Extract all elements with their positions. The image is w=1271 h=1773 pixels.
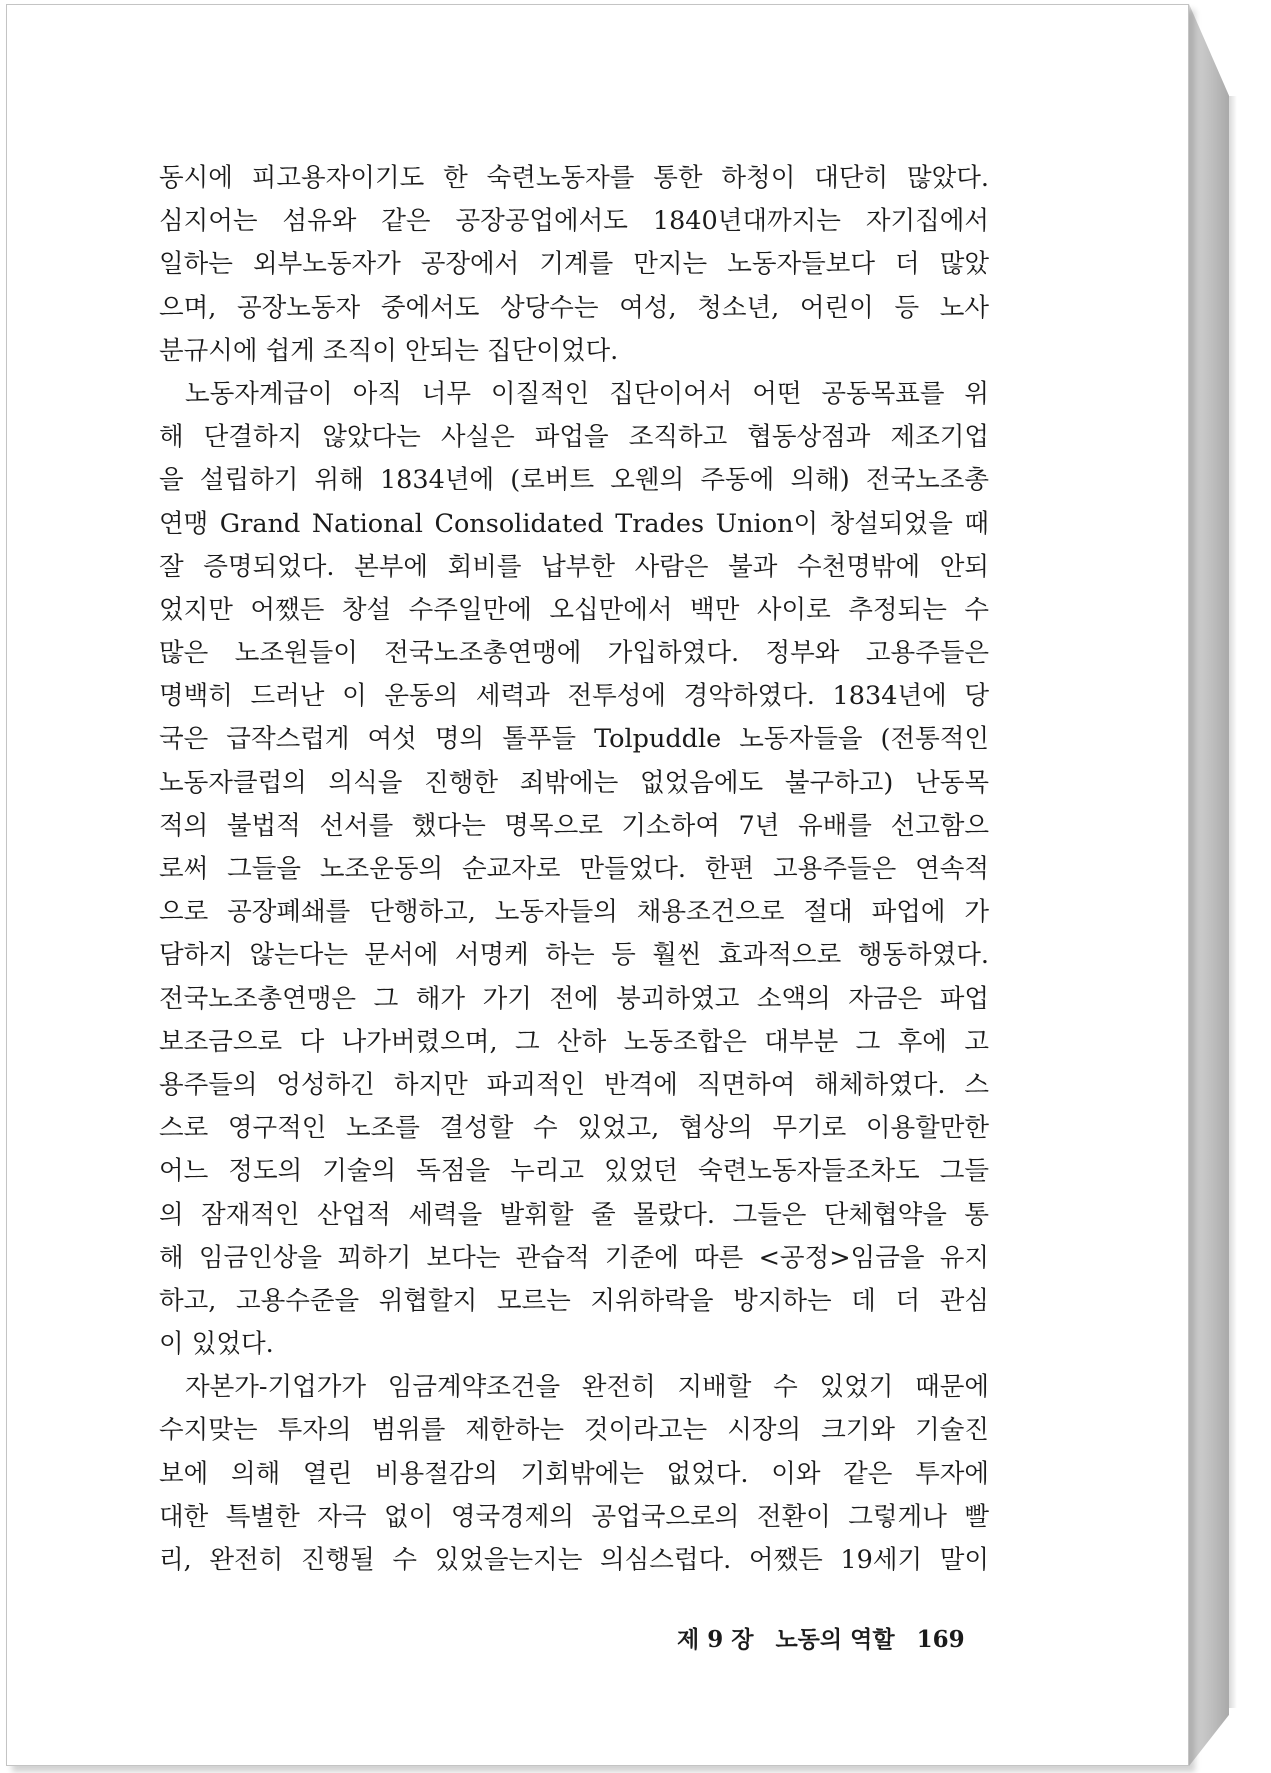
text-line: 어느 정도의 기술의 독점을 누리고 있었던 숙련노동자들조차도 그들 [159, 1156, 989, 1187]
footer-chapter: 제 9 장 [677, 1626, 754, 1653]
text-line: 보에 의해 열린 비용절감의 기회밖에는 없었다. 이와 같은 투자에 [159, 1458, 989, 1489]
running-footer [677, 1622, 977, 1658]
text-line: 노동자클럽의 의식을 진행한 죄밖에는 없었음에도 불구하고) 난동목 [159, 767, 989, 798]
text-line: 으며, 공장노동자 중에서도 상당수는 여성, 청소년, 어린이 등 노사 [159, 292, 989, 323]
text-line: 많은 노조원들이 전국노조총연맹에 가입하였다. 정부와 고용주들은 [159, 638, 989, 669]
text-line: 로써 그들을 노조운동의 순교자로 만들었다. 한편 고용주들은 연속적 [159, 854, 989, 884]
text-line: 으로 공장폐쇄를 단행하고, 노동자들의 채용조건으로 절대 파업에 가 [159, 897, 989, 928]
text-line: 잘 증명되었다. 본부에 회비를 납부한 사람은 불과 수천명밖에 안되 [159, 551, 989, 582]
text-line: 해 임금인상을 꾀하기 보다는 관습적 기준에 따른 <공정>임금을 유지 [159, 1242, 989, 1273]
text-line: 수지맞는 투자의 범위를 제한하는 것이라고는 시장의 크기와 기술진 [159, 1415, 989, 1446]
text-line: 동시에 피고용자이기도 한 숙련노동자를 통한 하청이 대단히 많았다. [159, 163, 989, 193]
text-line: 스로 영구적인 노조를 결성할 수 있었고, 협상의 무기로 이용할만한 [159, 1113, 989, 1144]
text-line: 분규시에 쉽게 조직이 안되는 집단이었다. [159, 335, 619, 366]
text-line: 보조금으로 다 나가버렸으며, 그 산하 노동조합은 대부분 그 후에 고 [159, 1026, 989, 1057]
text-line: 대한 특별한 자극 없이 영국경제의 공업국으로의 전환이 그렇게나 빨 [159, 1501, 989, 1532]
text-line: 일하는 외부노동자가 공장에서 기계를 만지는 노동자들보다 더 많았 [159, 249, 989, 280]
text-line: 명백히 드러난 이 운동의 세력과 전투성에 경악하였다. 1834년에 당 [159, 681, 989, 712]
text-line: 해 단결하지 않았다는 사실은 파업을 조직하고 협동상점과 제조기업 [159, 422, 989, 453]
text-line: 담하지 않는다는 문서에 서명케 하는 등 훨씬 효과적으로 행동하였다. [159, 940, 989, 971]
text-line: 연맹 Grand National Consolidated Trades Union이 창설되었을 때 [159, 508, 989, 539]
footer-title: 노동의 역할 [775, 1626, 895, 1653]
text-line: 전국노조총연맹은 그 해가 가기 전에 붕괴하였고 소액의 자금은 파업 [159, 983, 989, 1014]
page-edge-shadow [1229, 96, 1237, 1708]
paragraph-first-line: 자본가-기업가가 임금계약조건을 완전히 지배할 수 있었기 때문에 [185, 1372, 989, 1403]
body-text [159, 157, 989, 1582]
book-page [6, 4, 1189, 1766]
text-line: 국은 급작스럽게 여섯 명의 톨푸들 Tolpuddle 노동자들을 (전통적인 [159, 724, 989, 755]
text-line: 었지만 어쨌든 창설 수주일만에 오십만에서 백만 사이로 추정되는 수 [159, 594, 989, 625]
text-line: 리, 완전히 진행될 수 있었을는지는 의심스럽다. 어쨌든 19세기 말이 [159, 1545, 989, 1575]
text-line: 이 있었다. [159, 1329, 274, 1360]
text-line: 의 잠재적인 산업적 세력을 발휘할 줄 몰랐다. 그들은 단체협약을 통 [159, 1199, 989, 1230]
paragraph-first-line: 노동자계급이 아직 너무 이질적인 집단이어서 어떤 공동목표를 위 [185, 378, 989, 409]
text-line: 적의 불법적 선서를 했다는 명목으로 기소하여 7년 유배를 선고함으 [159, 810, 989, 841]
text-line: 을 설립하기 위해 1834년에 (로버트 오웬의 주동에 의해) 전국노조총 [159, 465, 989, 496]
text-line: 심지어는 섬유와 같은 공장공업에서도 1840년대까지는 자기집에서 [159, 206, 989, 237]
text-line: 하고, 고용수준을 위협할지 모르는 지위하락을 방지하는 데 더 관심 [159, 1285, 989, 1316]
text-line: 용주들의 엉성하긴 하지만 파괴적인 반격에 직면하여 해체하였다. 스 [159, 1069, 989, 1100]
page-number: 169 [916, 1626, 965, 1653]
page-stack-edge [1189, 4, 1229, 1766]
